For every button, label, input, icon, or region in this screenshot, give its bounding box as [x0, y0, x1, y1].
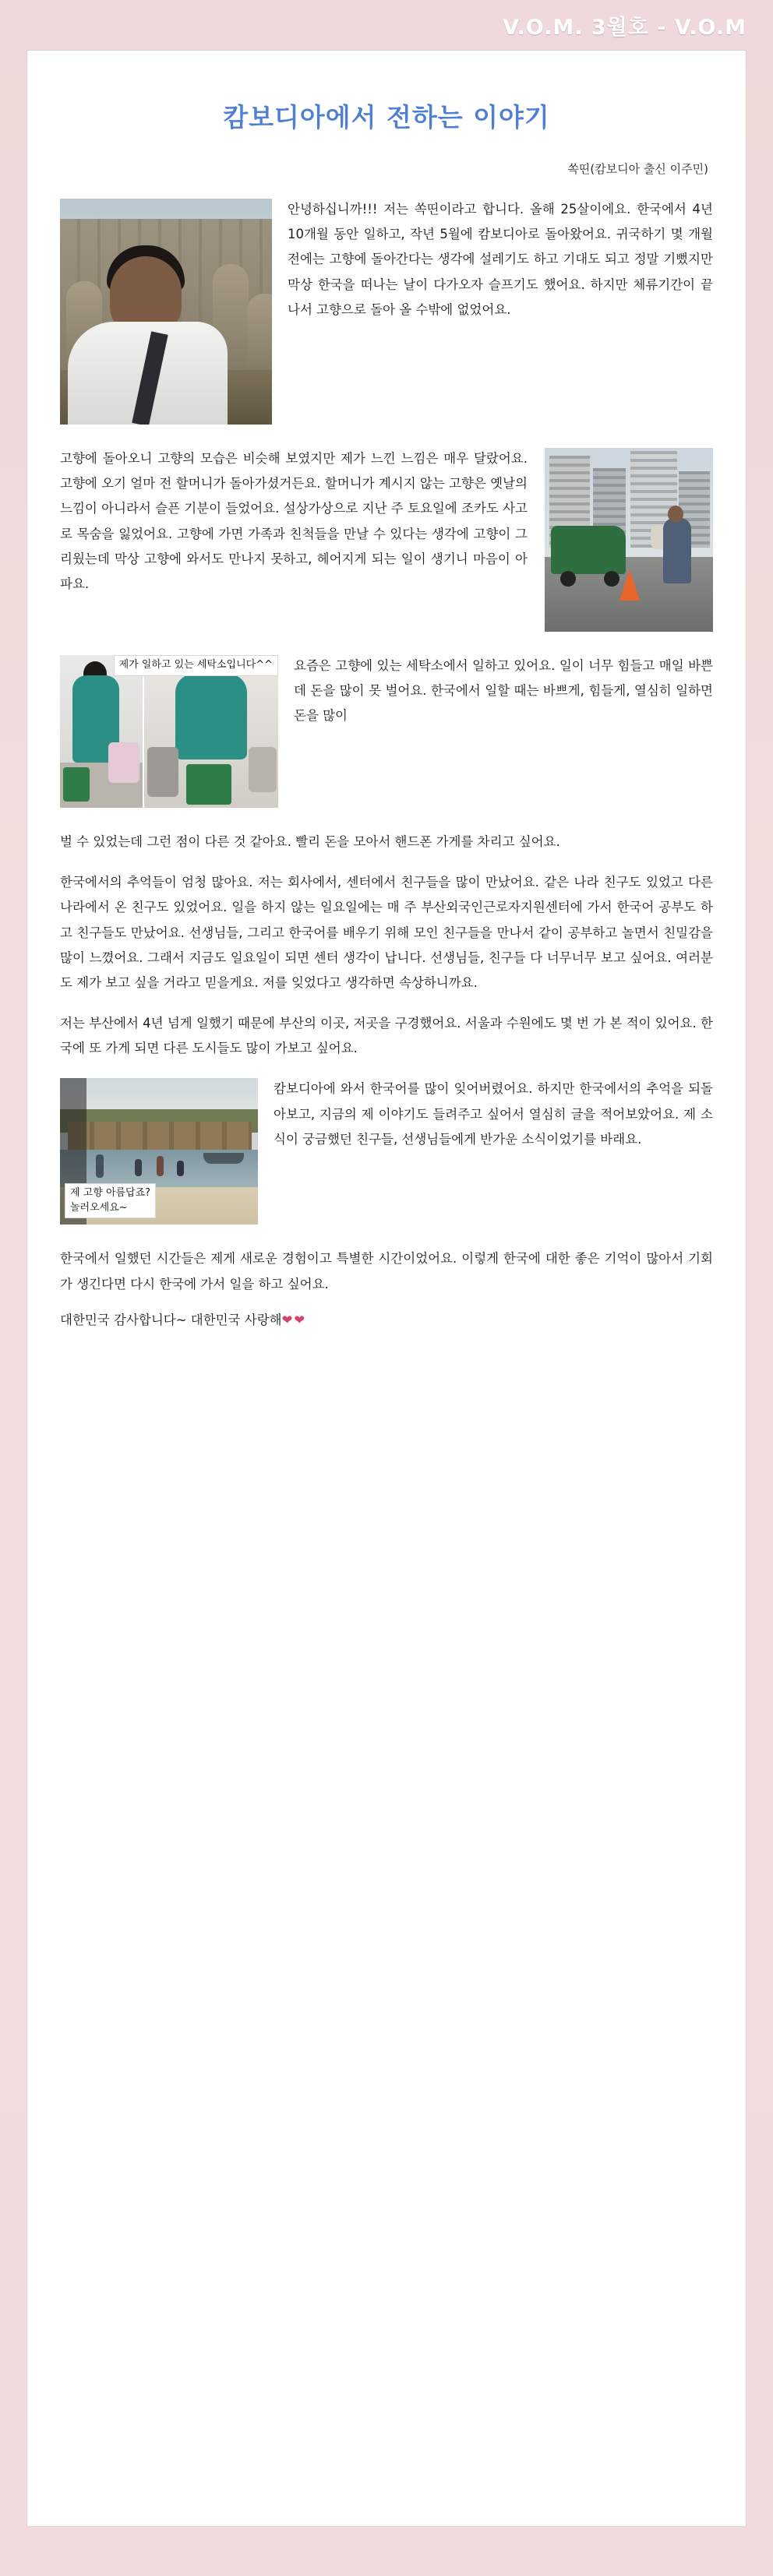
paragraph-3: 요즘은 고향에 있는 세탁소에서 일하고 있어요. 일이 너무 힘들고 매일 바쁜데 돈을 많이 못 벌어요. 한국에서 일할 때는 바쁘게, 힘들게, 열심히 일하면 돈을 많이: [294, 658, 713, 724]
homecoming-block: [60, 446, 713, 640]
closing-text: 대한민국 감사합니다~ 대한민국 사랑해: [60, 1312, 282, 1327]
header-title: V.O.M. 3월호 - V.O.M: [503, 15, 747, 40]
beach-caption-line-1: 제 고향 아름답죠?: [70, 1186, 151, 1199]
laundry-photo-group: [60, 655, 278, 808]
closing-line: [60, 1308, 713, 1333]
beach-block: [60, 1077, 713, 1232]
paragraph-1: 안녕하십니까!!! 저는 쏙띤이라고 합니다. 올해 25살이에요. 한국에서 4년 10개월 동안 일하고, 작년 5월에 캄보디아로 돌아왔어요. 귀국하기 몇 개월 전에는 고향에 돌아간다는 생각에 설레기도 하고 기대도 되고 정말 기뻤지만 막상 한국을 떠나는 날이 다가오자 슬프기도 했어요. 하지만 체류기간이 끝나서 고향으로 돌아 올 수밖에 없었어요.: [288, 202, 713, 317]
portrait-photo: [60, 199, 272, 425]
byline: 쏙띤(캄보디아 출신 이주민): [567, 162, 708, 176]
page-title: 캄보디아에서 전하는 이야기: [223, 102, 550, 132]
intro-block: [60, 197, 713, 432]
laundry-photo-small: [60, 655, 143, 808]
paragraph-8: 한국에서 일했던 시간들은 제게 새로운 경험이고 특별한 시간이었어요. 이렇게 한국에 대한 좋은 기억이 많아서 기회가 생긴다면 다시 한국에 가서 일을 하고 싶어요.: [60, 1251, 713, 1292]
laundry-block: [60, 654, 713, 816]
beach-caption-line-2: 놀러오세요~: [70, 1201, 128, 1214]
beach-caption: [65, 1183, 156, 1219]
paragraph-7: 캄보디아에 와서 한국어를 많이 잊어버렸어요. 하지만 한국에서의 추억을 되돌아보고, 지금의 제 이야기도 들려주고 싶어서 열심히 글을 적어보았어요. 제 소식이 궁금했던 친구들, 선생님들에게 반가운 소식이었기를 바래요.: [274, 1081, 713, 1147]
street-photo: [545, 448, 713, 632]
paragraph-5: 한국에서의 추억들이 엄청 많아요. 저는 회사에서, 센터에서 친구들을 많이 만났어요. 같은 나라 친구도 있었고 다른 나라에서 온 친구도 있었어요. 일을 하지 않는 일요일에는 매 주 부산외국인근로자지원센터에 가서 한국어 공부도 하고 친구들도 만났어요. 선생님들, 그리고 한국어를 배우기 위해 모인 친구들을 만나서 같이 공부하고 놀면서 친밀감을 많이 느꼈어요. 그래서 지금도 일요일이 되면 센터 생각이 납니다. 선생님들, 친구들 다 너무너무 보고 싶어요. 여러분도 제가 보고 싶을 거라고 믿을게요. 저를 잊었다고 생각하면 속상하니까요.: [60, 875, 713, 990]
page-header: [0, 0, 773, 50]
beach-photo: [60, 1078, 258, 1225]
paragraph-6: 저는 부산에서 4년 넘게 일했기 때문에 부산의 이곳, 저곳을 구경했어요. 서울과 수원에도 몇 번 가 본 적이 있어요. 한국에 또 가게 되면 다른 도시들도 많이 가보고 싶어요.: [60, 1016, 713, 1056]
paragraph-4: 벌 수 있었는데 그런 점이 다른 것 같아요. 빨리 돈을 모아서 핸드폰 가게를 차리고 싶어요.: [60, 834, 560, 849]
heart-icon: ❤❤: [281, 1312, 307, 1327]
laundry-photo-large: [144, 655, 278, 808]
paragraph-2: 고향에 돌아오니 고향의 모습은 비슷해 보였지만 제가 느낀 느낌은 매우 달랐어요. 고향에 오기 얼마 전 할머니가 돌아가셨거든요. 할머니가 계시지 않는 고향은 옛날의 느낌이 아니라서 슬픈 기분이 들었어요. 설상가상으로 지난 주 토요일에 조카도 사고로 목숨을 잃었어요. 고향에 가면 가족과 친척들을 만날 수 있다는 생각에 고향이 그리웠는데 막상 고향에 와서도 만나지 못하고, 헤어지게 되는 일이 생기니 마음이 아파요.: [60, 451, 528, 591]
article-card: [26, 50, 747, 2527]
laundry-caption: 제가 일하고 있는 세탁소입니다^^: [114, 655, 278, 676]
